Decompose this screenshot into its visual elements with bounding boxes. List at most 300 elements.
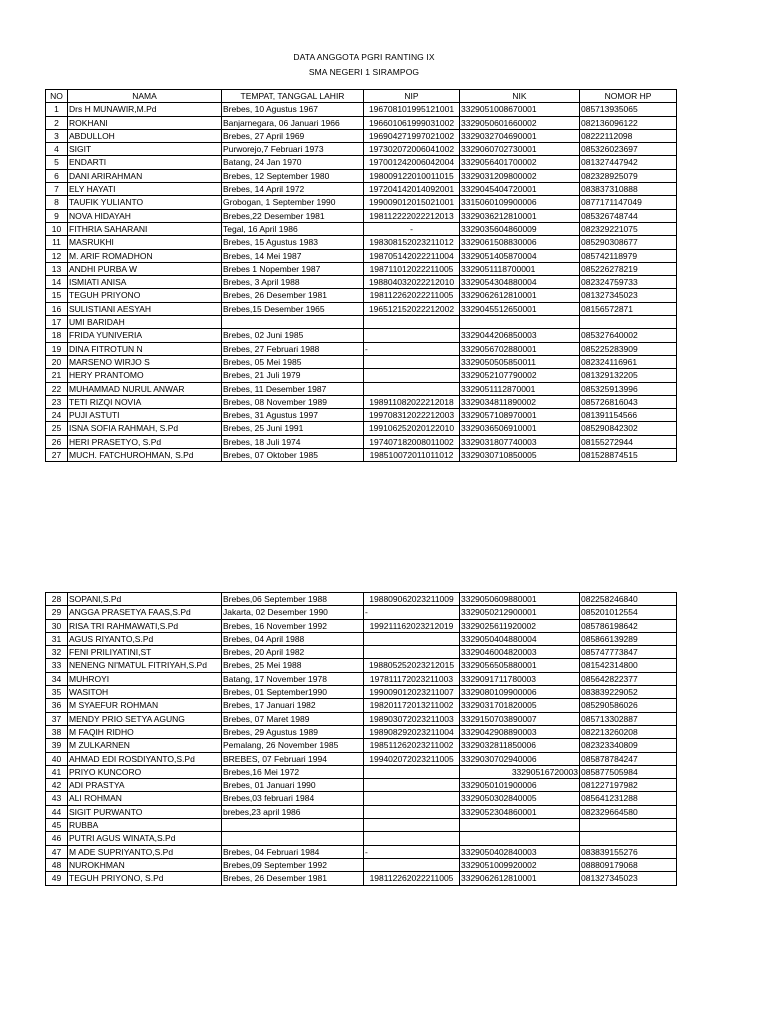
- table-row: [46, 382, 677, 395]
- cell-no: 41: [46, 765, 68, 778]
- cell-nik: 3329052107790002: [460, 369, 580, 382]
- table-row: [46, 262, 677, 275]
- cell-nik: 3329080109900006: [460, 686, 580, 699]
- table-row: [46, 699, 677, 712]
- cell-ttl: Brebes, 07 Oktober 1985: [222, 449, 364, 462]
- cell-hp: 085713935065: [580, 103, 677, 116]
- table-header-row: [46, 90, 677, 103]
- cell-nik: 3329057108970001: [460, 409, 580, 422]
- cell-nip: 196512152022212002: [364, 302, 460, 315]
- cell-nama: DINA FITROTUN N: [68, 342, 222, 355]
- table-row: [46, 646, 677, 659]
- cell-ttl: Brebes,03 februari 1984: [222, 792, 364, 805]
- table-row: [46, 606, 677, 619]
- cell-nik: 3315060109900006: [460, 196, 580, 209]
- cell-no: 6: [46, 169, 68, 182]
- cell-nama: RUBBA: [68, 819, 222, 832]
- cell-hp: 08156572871: [580, 302, 677, 315]
- cell-no: 4: [46, 143, 68, 156]
- cell-nik: 3329051009920002: [460, 858, 580, 871]
- table-row: [46, 302, 677, 315]
- table-row: [46, 276, 677, 289]
- cell-nama: NENENG NI'MATUL FITRIYAH,S.Pd: [68, 659, 222, 672]
- cell-nik: 3329030702940006: [460, 752, 580, 765]
- cell-ttl: Pemalang, 26 November 1985: [222, 739, 364, 752]
- cell-nik: [460, 819, 580, 832]
- cell-ttl: Brebes, 25 Mei 1988: [222, 659, 364, 672]
- table-row: [46, 779, 677, 792]
- cell-ttl: Batang, 17 November 1978: [222, 672, 364, 685]
- cell-no: 24: [46, 409, 68, 422]
- cell-nik: 33290516720003: [460, 765, 580, 778]
- cell-nama: TEGUH PRIYONO: [68, 289, 222, 302]
- cell-nama: TETI RIZQI NOVIA: [68, 395, 222, 408]
- cell-hp: [580, 819, 677, 832]
- cell-hp: 0877171147049: [580, 196, 677, 209]
- cell-no: 22: [46, 382, 68, 395]
- table-row: [46, 422, 677, 435]
- table-row: [46, 355, 677, 368]
- cell-hp: 085225283909: [580, 342, 677, 355]
- cell-no: 48: [46, 858, 68, 871]
- cell-nip: -: [364, 606, 460, 619]
- cell-hp: 081528874515: [580, 449, 677, 462]
- cell-hp: 082324116961: [580, 355, 677, 368]
- member-table-part-1: [45, 89, 677, 462]
- table-row: [46, 712, 677, 725]
- cell-hp: 082324759733: [580, 276, 677, 289]
- cell-nik: 3329050212900001: [460, 606, 580, 619]
- cell-nip: 196904271997021002: [364, 129, 460, 142]
- cell-nik: 3329061508830006: [460, 236, 580, 249]
- cell-nik: 3329032704690001: [460, 129, 580, 142]
- cell-no: 42: [46, 779, 68, 792]
- cell-no: 27: [46, 449, 68, 462]
- cell-no: 8: [46, 196, 68, 209]
- cell-hp: 082136096122: [580, 116, 677, 129]
- header-ttl: TEMPAT, TANGGAL LAHIR: [222, 90, 364, 103]
- table-row: [46, 739, 677, 752]
- cell-nip: [364, 792, 460, 805]
- cell-ttl: Brebes, 20 April 1982: [222, 646, 364, 659]
- cell-no: 13: [46, 262, 68, 275]
- cell-nip: 196708101995121001: [364, 103, 460, 116]
- cell-nama: UMI BARIDAH: [68, 316, 222, 329]
- cell-ttl: Brebes, 12 September 1980: [222, 169, 364, 182]
- cell-nama: AHMAD EDI ROSDIYANTO,S.Pd: [68, 752, 222, 765]
- cell-no: 33: [46, 659, 68, 672]
- cell-no: 21: [46, 369, 68, 382]
- cell-nip: 198711012022211005: [364, 262, 460, 275]
- cell-nama: SIGIT: [68, 143, 222, 156]
- cell-nik: 3329042908890003: [460, 725, 580, 738]
- cell-ttl: Brebes, 14 April 1972: [222, 183, 364, 196]
- cell-no: 25: [46, 422, 68, 435]
- cell-no: 3: [46, 129, 68, 142]
- cell-ttl: Batang, 24 Jan 1970: [222, 156, 364, 169]
- cell-no: 35: [46, 686, 68, 699]
- cell-ttl: Brebes, 25 Juni 1991: [222, 422, 364, 435]
- cell-nik: [460, 316, 580, 329]
- cell-hp: 085866139289: [580, 632, 677, 645]
- table-row: [46, 143, 677, 156]
- cell-nip: 199708312022212003: [364, 409, 460, 422]
- cell-hp: 085326023697: [580, 143, 677, 156]
- cell-nama: RISA TRI RAHMAWATI,S.Pd: [68, 619, 222, 632]
- table-row: [46, 156, 677, 169]
- table-row: [46, 619, 677, 632]
- cell-nip: [364, 646, 460, 659]
- cell-nama: ABDULLOH: [68, 129, 222, 142]
- cell-nama: M. ARIF ROMADHON: [68, 249, 222, 262]
- cell-hp: 081329132205: [580, 369, 677, 382]
- cell-ttl: Grobogan, 1 September 1990: [222, 196, 364, 209]
- cell-no: 44: [46, 805, 68, 818]
- cell-hp: 085327640002: [580, 329, 677, 342]
- cell-nama: FRIDA YUNIVERIA: [68, 329, 222, 342]
- cell-nik: 3329032811850006: [460, 739, 580, 752]
- header-hp: NOMOR HP: [580, 90, 677, 103]
- cell-nik: 3329044206850003: [460, 329, 580, 342]
- cell-hp: 085877505984: [580, 765, 677, 778]
- cell-nik: 3329046004820003: [460, 646, 580, 659]
- cell-no: 31: [46, 632, 68, 645]
- cell-nik: 3329051008670001: [460, 103, 580, 116]
- cell-nama: MENDY PRIO SETYA AGUNG: [68, 712, 222, 725]
- cell-hp: 081327345023: [580, 872, 677, 885]
- cell-nip: [364, 779, 460, 792]
- cell-hp: 085713302887: [580, 712, 677, 725]
- cell-nik: 3329031701820005: [460, 699, 580, 712]
- header-nik: NIK: [460, 90, 580, 103]
- table-row: [46, 409, 677, 422]
- cell-nip: 198805252023212015: [364, 659, 460, 672]
- cell-nip: 196601061999031002: [364, 116, 460, 129]
- cell-nama: MUHROYI: [68, 672, 222, 685]
- cell-ttl: Brebes,16 Mei 1972: [222, 765, 364, 778]
- cell-nip: [364, 765, 460, 778]
- table-row: [46, 752, 677, 765]
- cell-no: 49: [46, 872, 68, 885]
- cell-nama: ISNA SOFIA RAHMAH, S.Pd: [68, 422, 222, 435]
- cell-nama: ENDARTI: [68, 156, 222, 169]
- cell-ttl: Brebes, 21 Juli 1979: [222, 369, 364, 382]
- cell-hp: 081327345023: [580, 289, 677, 302]
- cell-nik: 3329025611920002: [460, 619, 580, 632]
- table-row: [46, 686, 677, 699]
- cell-hp: 085325913996: [580, 382, 677, 395]
- cell-ttl: Brebes, 18 Juli 1974: [222, 435, 364, 448]
- cell-no: 17: [46, 316, 68, 329]
- cell-nip: 198009122010011015: [364, 169, 460, 182]
- cell-nip: 198112262022211005: [364, 872, 460, 885]
- cell-nik: 3329036212810001: [460, 209, 580, 222]
- cell-no: 26: [46, 435, 68, 448]
- cell-nik: 3329150703890007: [460, 712, 580, 725]
- cell-ttl: Brebes 1 Nopember 1987: [222, 262, 364, 275]
- cell-no: 34: [46, 672, 68, 685]
- cell-nip: [364, 316, 460, 329]
- cell-nip: 198201172013211002: [364, 699, 460, 712]
- cell-no: 1: [46, 103, 68, 116]
- table-row: [46, 845, 677, 858]
- cell-nama: SIGIT PURWANTO: [68, 805, 222, 818]
- cell-nik: 3329056702880001: [460, 342, 580, 355]
- cell-nik: 3329034811890002: [460, 395, 580, 408]
- cell-ttl: Tegal, 16 April 1986: [222, 222, 364, 235]
- table-row: [46, 183, 677, 196]
- cell-nip: 198112222022212013: [364, 209, 460, 222]
- cell-no: 28: [46, 593, 68, 606]
- cell-nama: SULISTIANI AESYAH: [68, 302, 222, 315]
- cell-no: 16: [46, 302, 68, 315]
- cell-ttl: Brebes, 10 Agustus 1967: [222, 103, 364, 116]
- table-row: [46, 196, 677, 209]
- cell-nip: 198911082022212018: [364, 395, 460, 408]
- table-row: [46, 116, 677, 129]
- cell-nama: HERY PRANTOMO: [68, 369, 222, 382]
- cell-hp: 085786198642: [580, 619, 677, 632]
- cell-nip: [364, 382, 460, 395]
- cell-ttl: Jakarta, 02 Desember 1990: [222, 606, 364, 619]
- cell-no: 19: [46, 342, 68, 355]
- table-row: [46, 342, 677, 355]
- table-body-part-1: [46, 103, 677, 462]
- cell-nip: 198511262023211002: [364, 739, 460, 752]
- header-nip: NIP: [364, 90, 460, 103]
- cell-nama: FENI PRILIYATINI,ST: [68, 646, 222, 659]
- cell-no: 9: [46, 209, 68, 222]
- document-title: DATA ANGGOTA PGRI RANTING IX: [293, 52, 435, 62]
- cell-nama: M ZULKARNEN: [68, 739, 222, 752]
- table-row: [46, 632, 677, 645]
- cell-nip: 198308152023211012: [364, 236, 460, 249]
- table-row: [46, 805, 677, 818]
- cell-nik: 3329054304880004: [460, 276, 580, 289]
- cell-nik: 3329051118700001: [460, 262, 580, 275]
- cell-no: 11: [46, 236, 68, 249]
- cell-nik: 3329050402840003: [460, 845, 580, 858]
- cell-hp: 085726816043: [580, 395, 677, 408]
- cell-nama: ADI PRASTYA: [68, 779, 222, 792]
- cell-no: 15: [46, 289, 68, 302]
- cell-hp: 088809179068: [580, 858, 677, 871]
- cell-nama: ELY HAYATI: [68, 183, 222, 196]
- cell-nama: NUROKHMAN: [68, 858, 222, 871]
- cell-hp: 081542314800: [580, 659, 677, 672]
- cell-nik: 3329050101900006: [460, 779, 580, 792]
- cell-no: 38: [46, 725, 68, 738]
- cell-nip: 197407182008011002: [364, 435, 460, 448]
- cell-hp: 085642822377: [580, 672, 677, 685]
- cell-nip: -: [364, 222, 460, 235]
- cell-ttl: Brebes, 02 Juni 1985: [222, 329, 364, 342]
- cell-nip: 199009012015021001: [364, 196, 460, 209]
- cell-nama: PRIYO KUNCORO: [68, 765, 222, 778]
- cell-nip: -: [364, 342, 460, 355]
- cell-nip: [364, 858, 460, 871]
- table-row: [46, 395, 677, 408]
- member-table-part-2: [45, 592, 677, 886]
- cell-hp: 085747773847: [580, 646, 677, 659]
- cell-nama: TEGUH PRIYONO, S.Pd: [68, 872, 222, 885]
- cell-nip: [364, 805, 460, 818]
- table-row: [46, 659, 677, 672]
- cell-hp: 085742118979: [580, 249, 677, 262]
- cell-no: 47: [46, 845, 68, 858]
- cell-nik: 3329060702730001: [460, 143, 580, 156]
- cell-hp: 082329221075: [580, 222, 677, 235]
- cell-nik: 3329052304860001: [460, 805, 580, 818]
- table-row: [46, 872, 677, 885]
- cell-hp: 082329664580: [580, 805, 677, 818]
- cell-nik: 3329036506910001: [460, 422, 580, 435]
- cell-hp: 082258246840: [580, 593, 677, 606]
- cell-hp: 085290842302: [580, 422, 677, 435]
- cell-nik: 3329035604860009: [460, 222, 580, 235]
- cell-ttl: Brebes, 07 Maret 1989: [222, 712, 364, 725]
- cell-ttl: Brebes, 01 September1990: [222, 686, 364, 699]
- cell-nik: 3329050609880001: [460, 593, 580, 606]
- cell-nama: FITHRIA SAHARANI: [68, 222, 222, 235]
- cell-nama: M FAQIH RIDHO: [68, 725, 222, 738]
- cell-hp: 08222112098: [580, 129, 677, 142]
- cell-ttl: Brebes, 11 Desember 1987: [222, 382, 364, 395]
- cell-nama: ISMIATI ANISA: [68, 276, 222, 289]
- cell-nip: 197001242006042004: [364, 156, 460, 169]
- cell-nama: Drs H MUNAWIR,M.Pd: [68, 103, 222, 116]
- cell-hp: 085641231288: [580, 792, 677, 805]
- table-body-part-2: [46, 593, 677, 886]
- table-row: [46, 169, 677, 182]
- cell-ttl: Brebes, 01 Januari 1990: [222, 779, 364, 792]
- cell-nip: 199402072023211005: [364, 752, 460, 765]
- cell-nip: 197302072006041002: [364, 143, 460, 156]
- table-row: [46, 249, 677, 262]
- table-row: [46, 832, 677, 845]
- cell-ttl: Brebes, 26 Desember 1981: [222, 872, 364, 885]
- cell-no: 2: [46, 116, 68, 129]
- cell-nama: M ADE SUPRIYANTO,S.Pd: [68, 845, 222, 858]
- cell-nip: [364, 819, 460, 832]
- cell-hp: 085226278219: [580, 262, 677, 275]
- table-row: [46, 236, 677, 249]
- cell-nama: ANDHI PURBA W: [68, 262, 222, 275]
- cell-nama: MASRUKHI: [68, 236, 222, 249]
- cell-hp: 083839155276: [580, 845, 677, 858]
- cell-ttl: Brebes, 27 April 1969: [222, 129, 364, 142]
- cell-ttl: brebes,23 april 1986: [222, 805, 364, 818]
- cell-ttl: [222, 832, 364, 845]
- cell-nik: 3329062612810001: [460, 289, 580, 302]
- cell-no: 30: [46, 619, 68, 632]
- cell-no: 39: [46, 739, 68, 752]
- cell-ttl: Banjarnegara, 06 Januari 1966: [222, 116, 364, 129]
- cell-nik: 3329050302840005: [460, 792, 580, 805]
- cell-hp: 085878784247: [580, 752, 677, 765]
- cell-nip: 197204142014092001: [364, 183, 460, 196]
- cell-nik: [460, 832, 580, 845]
- cell-nik: 3329050601660002: [460, 116, 580, 129]
- cell-hp: 082323340809: [580, 739, 677, 752]
- cell-nip: 198809062023211009: [364, 593, 460, 606]
- cell-nama: MUHAMMAD NURUL ANWAR: [68, 382, 222, 395]
- cell-nama: ANGGA PRASETYA FAAS,S.Pd: [68, 606, 222, 619]
- cell-nama: M SYAEFUR ROHMAN: [68, 699, 222, 712]
- table-row: [46, 209, 677, 222]
- cell-nik: 3329045512650001: [460, 302, 580, 315]
- cell-nik: 3329031807740003: [460, 435, 580, 448]
- table-row: [46, 222, 677, 235]
- cell-no: 29: [46, 606, 68, 619]
- cell-nip: 198804032022212010: [364, 276, 460, 289]
- cell-no: 14: [46, 276, 68, 289]
- cell-nip: 199009012023211007: [364, 686, 460, 699]
- table-row: [46, 316, 677, 329]
- cell-hp: 085290308677: [580, 236, 677, 249]
- cell-no: 37: [46, 712, 68, 725]
- cell-nama: TAUFIK YULIANTO: [68, 196, 222, 209]
- cell-ttl: Brebes, 15 Agustus 1983: [222, 236, 364, 249]
- cell-hp: [580, 316, 677, 329]
- cell-nip: [364, 355, 460, 368]
- cell-no: 12: [46, 249, 68, 262]
- table-row: [46, 819, 677, 832]
- cell-nama: ALI ROHMAN: [68, 792, 222, 805]
- table-row: [46, 672, 677, 685]
- cell-nip: 198112262022211005: [364, 289, 460, 302]
- cell-no: 45: [46, 819, 68, 832]
- cell-no: 36: [46, 699, 68, 712]
- table-row: [46, 103, 677, 116]
- cell-nip: 198510072011011012: [364, 449, 460, 462]
- cell-ttl: Brebes, 05 Mei 1985: [222, 355, 364, 368]
- header-nama: NAMA: [68, 90, 222, 103]
- cell-nama: ROKHANI: [68, 116, 222, 129]
- cell-nama: AGUS RIYANTO,S.Pd: [68, 632, 222, 645]
- cell-hp: 085326748744: [580, 209, 677, 222]
- cell-no: 46: [46, 832, 68, 845]
- cell-hp: 081391154566: [580, 409, 677, 422]
- table-row: [46, 129, 677, 142]
- cell-nik: 3329091711780003: [460, 672, 580, 685]
- cell-ttl: Brebes, 04 Februari 1984: [222, 845, 364, 858]
- cell-no: 7: [46, 183, 68, 196]
- cell-nip: 198705142022211004: [364, 249, 460, 262]
- cell-nik: 3329056401700002: [460, 156, 580, 169]
- cell-ttl: Brebes,15 Desember 1965: [222, 302, 364, 315]
- cell-no: 23: [46, 395, 68, 408]
- cell-no: 18: [46, 329, 68, 342]
- cell-nip: 197811172023211003: [364, 672, 460, 685]
- cell-nip: 198903072023211003: [364, 712, 460, 725]
- cell-ttl: Brebes, 08 November 1989: [222, 395, 364, 408]
- cell-nama: NOVA HIDAYAH: [68, 209, 222, 222]
- cell-ttl: [222, 819, 364, 832]
- cell-hp: 085290586026: [580, 699, 677, 712]
- cell-ttl: Brebes, 26 Desember 1981: [222, 289, 364, 302]
- cell-nip: [364, 832, 460, 845]
- cell-nama: WASITOH: [68, 686, 222, 699]
- cell-nip: [364, 329, 460, 342]
- cell-nip: [364, 369, 460, 382]
- cell-hp: 085201012554: [580, 606, 677, 619]
- cell-ttl: [222, 316, 364, 329]
- cell-hp: 082213260208: [580, 725, 677, 738]
- table-row: [46, 593, 677, 606]
- cell-nik: 3329050404880004: [460, 632, 580, 645]
- cell-hp: 083839229052: [580, 686, 677, 699]
